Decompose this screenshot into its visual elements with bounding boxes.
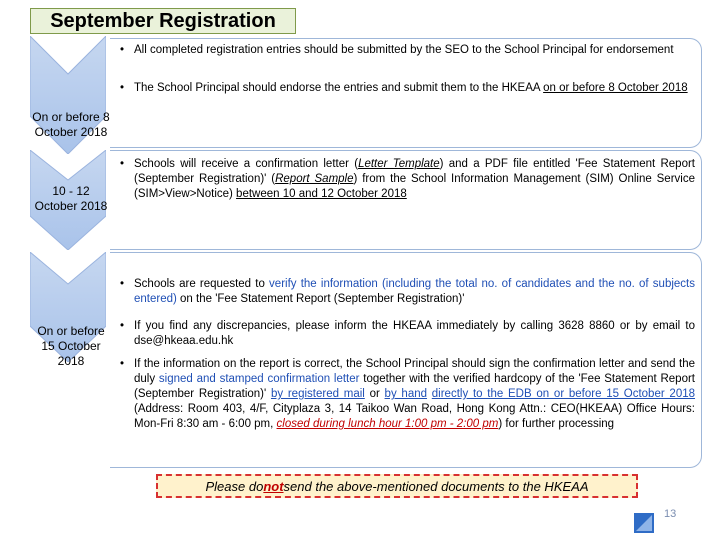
- step-panel-3: [110, 252, 702, 468]
- deadline-text: between 10 and 12 October 2018: [236, 188, 407, 200]
- date-label-3: On or before 15 October 2018: [37, 324, 105, 368]
- step-panel-2: [110, 150, 702, 250]
- notice-text: send the above-mentioned documents to the HKEAA: [283, 478, 589, 494]
- bullet-dot: •: [120, 158, 125, 170]
- bullet-text: or: [364, 388, 385, 400]
- bullet-text: on the 'Fee Statement Report (September Registration)': [176, 293, 465, 305]
- bullet-dot: •: [120, 82, 125, 94]
- bullet-verify-info: [120, 277, 695, 307]
- date-label-2: 10 - 12 October 2018: [34, 184, 108, 213]
- highlight-text: verify the information (including the total no. of candidates and the no. of subjects entered): [134, 278, 695, 305]
- bullet-dot: •: [120, 44, 125, 56]
- lunch-hour-text: closed during lunch hour 1:00 pm - 2:00 pm: [276, 418, 499, 430]
- notice-text: Please do: [205, 478, 264, 494]
- warning-notice: [156, 474, 638, 498]
- bullet-text: ) for further processing: [498, 418, 615, 430]
- bullet-dot: •: [120, 358, 125, 370]
- slide-nav-icon[interactable]: [634, 513, 654, 533]
- bullet-submit-entries: [120, 43, 695, 58]
- bullet-sign-and-send: [120, 357, 695, 432]
- bullet-text: ) and a PDF file entitled 'Fee Statement Report (September Registration)' (: [134, 158, 696, 185]
- bullet-dot: •: [120, 278, 125, 290]
- letter-template-link[interactable]: Letter Template: [358, 158, 440, 170]
- page-title: September Registration: [30, 8, 296, 34]
- bullet-text: Schools are requested to: [134, 278, 270, 290]
- bullet-text: ) from the School Information Management (SIM) Online Service (SIM>View>Notice): [134, 173, 695, 200]
- deadline-text: directly to the EDB on or before 15 October 2018: [431, 388, 696, 400]
- step-panel-1: [110, 38, 702, 148]
- bullet-confirmation-letter: [120, 157, 695, 202]
- notice-emphasis: not: [263, 478, 284, 494]
- bullet-text: If the information on the report is correct, the School Principal should sign the confirmation letter and send the duly: [134, 358, 695, 385]
- report-sample-link[interactable]: Report Sample: [275, 173, 354, 185]
- highlight-text: signed and stamped confirmation letter: [158, 373, 360, 385]
- bullet-text: The School Principal should endorse the entries and submit them to the HKEAA: [134, 82, 544, 94]
- bullet-text: (Address: Room 403, 4/F, Cityplaza 3, 14 Taikoo Wan Road, Hong Kong Attn.: CEO(HKEAA) Office Hours: Mon-Fri 8:30 am - 6:00 pm,: [134, 403, 695, 430]
- page-number: 13: [664, 508, 677, 520]
- bullet-text: together with the verified hardcopy of the 'Fee Statement Report (September Registration)': [134, 373, 695, 400]
- bullet-discrepancies: [120, 319, 695, 349]
- bullet-text: If you find any discrepancies, please inform the HKEAA immediately by calling 3628 8860 or by email to dse@hkeaa.edu.hk: [134, 320, 695, 347]
- bullet-dot: •: [120, 320, 125, 332]
- date-label-1: On or before 8 October 2018: [32, 110, 110, 139]
- bullet-text: Schools will receive a confirmation letter (: [134, 158, 359, 170]
- highlight-text: by registered mail: [270, 388, 365, 400]
- bullet-endorse-entries: [120, 81, 695, 96]
- highlight-text: by hand: [384, 388, 428, 400]
- bullet-text: All completed registration entries should be submitted by the SEO to the School Principal for endorsement: [134, 44, 674, 56]
- deadline-text: on or before 8 October 2018: [543, 82, 688, 94]
